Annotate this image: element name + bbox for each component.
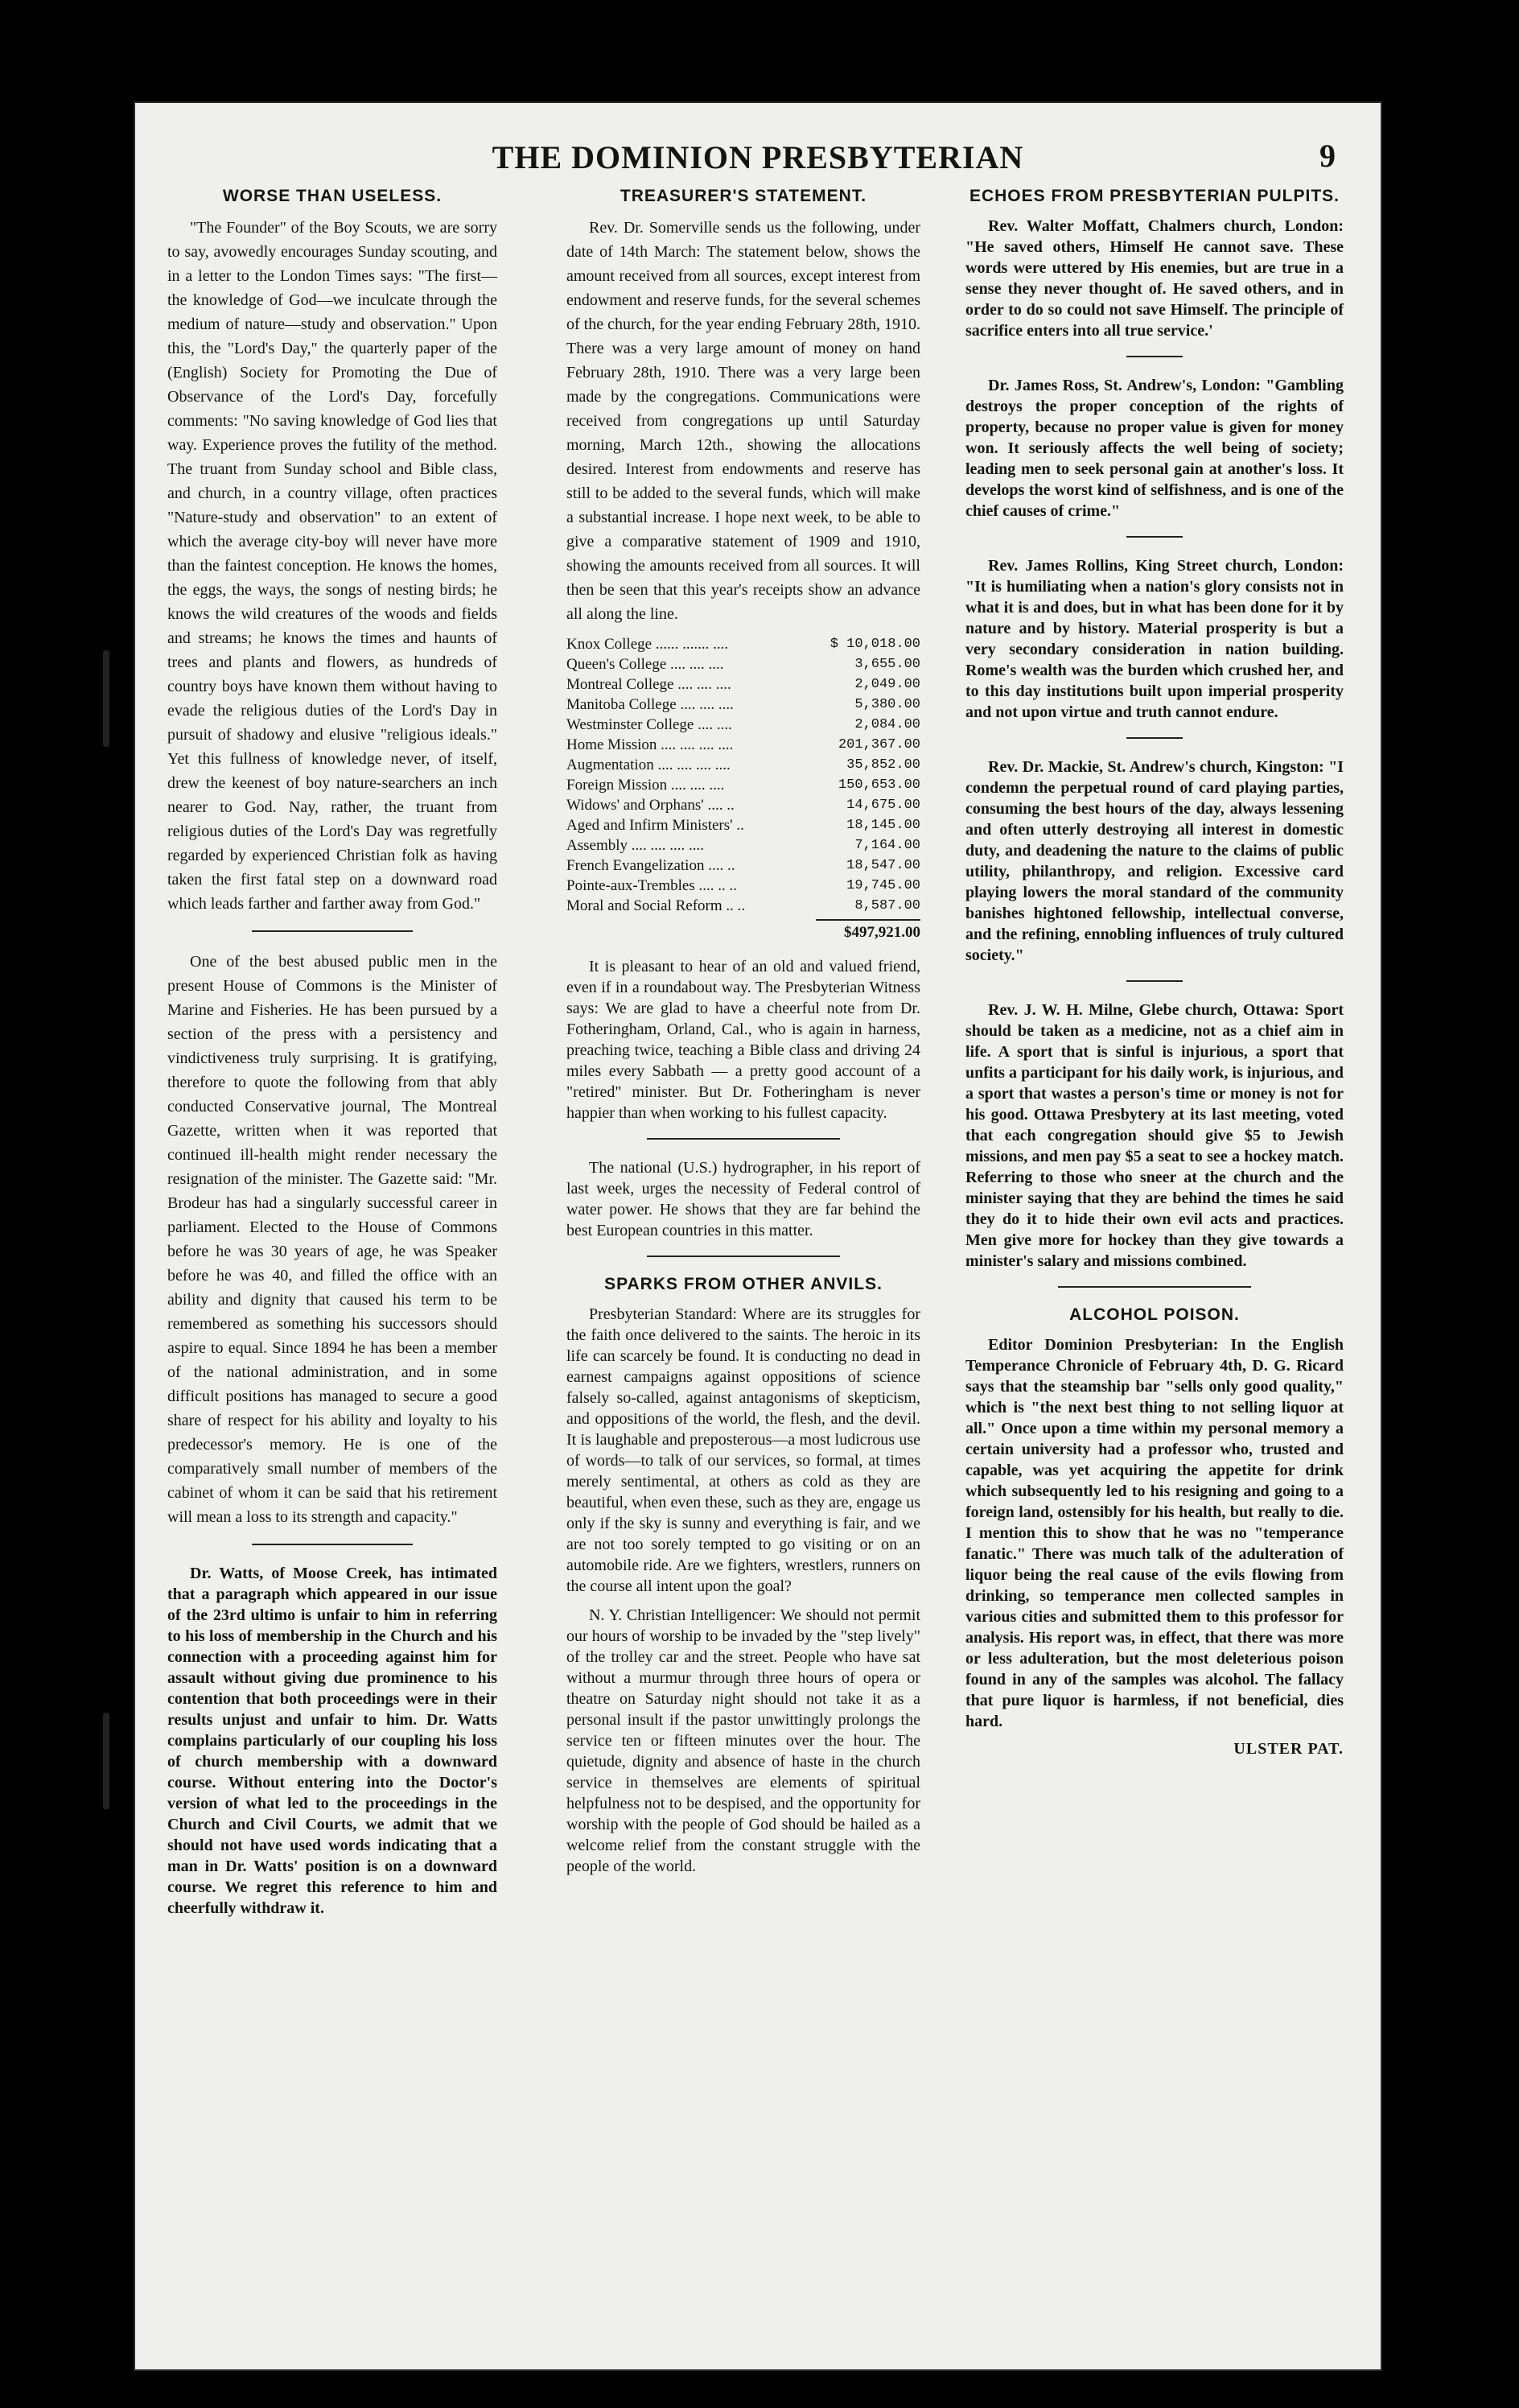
divider [1126, 356, 1183, 357]
ledger-item-amount: 2,049.00 [854, 677, 920, 692]
ledger-row [566, 715, 920, 735]
ledger-item-name: Westminster College .... .... [566, 716, 732, 733]
article-hydrographer: The national (U.S.) hydrographer, in his report of last week, urges the necessity of Federal control of water power. He shows that they are far behind the best European countries in this matter. [566, 1159, 920, 1239]
ledger-row [566, 674, 920, 695]
divider [1126, 980, 1183, 982]
article-milne: Rev. J. W. H. Milne, Glebe church, Ottawa: Sport should be taken as a medicine, not as a chief aim in life. A sport that is sinful is injurious, a sport that unfits a participant for his daily work, is injurious, and a sport that wastes a person's time or money is not for his good. Ottawa Presbytery at its last meeting, voted that each congregation should give $5 to Jewish missions, and men pay $5 a seat to see a hockey match. Referring to those who sneer at the church and the minister saying that they are behind the times he said they do it to hide their own evil acts and practices. Men give more for hockey than they give towards a minister's salary and missions combined. [965, 1001, 1344, 1270]
ledger-item-name: Moral and Social Reform .. .. [566, 897, 746, 914]
masthead: THE DOMINION PRESBYTERIAN [492, 139, 1024, 175]
article-dr-watts: Dr. Watts, of Moose Creek, has intimated that a paragraph which appeared in our issue of the 23rd ultimo is unfair to him in referring to his loss of membership in the Church and his connection with a proceeding against him for assault without giving due prominence to his contention that both proceedings were in their results unjust and unfair to him. Dr. Watts complains particularly of our coupling his loss of church membership with a downward course. Without entering into the Doctor's version of what led to the proceedings in the Church and Civil Courts, we admit that we should not have used words indicating that a man in Dr. Watts' position is on a downward course. We regret this reference to him and cheerfully withdraw it. [167, 1565, 497, 1917]
ledger-total: $497,921.00 [816, 919, 920, 942]
ledger-item-amount: 35,852.00 [846, 757, 920, 773]
ledger-item-amount: 18,547.00 [846, 858, 920, 873]
ledger-item-name: Home Mission .... .... .... .... [566, 736, 734, 753]
ledger-item-amount: 14,675.00 [846, 798, 920, 813]
ledger-table [566, 634, 920, 916]
article-mackie: Rev. Dr. Mackie, St. Andrew's church, Kingston: "I condemn the perpetual round of card playing parties, consuming the best hours of the day, always lessening and often utterly destroying all interest in domestic duty, and deadening the nature to the claims of public utility, philanthropy, and religion. Excessive card playing lowers the moral standard of the community banishes hightoned fellowship, intellectual converse, and the refining, ennobling influences of truly cultured society." [965, 758, 1344, 964]
divider [1126, 737, 1183, 739]
ledger-item-name: Pointe-aux-Trembles .... .. .. [566, 877, 737, 894]
ledger-row [566, 856, 920, 876]
article-ross: Dr. James Ross, St. Andrew's, London: "Gambling destroys the proper conception of the rights of property, because no proper value is given for money won. It seriously affects the well being of society; leading men to seek personal gain at another's loss. It develops the worst kind of selfishness, and is one of the chief causes of crime." [965, 377, 1344, 520]
article-christian-intelligencer: N. Y. Christian Intelligencer: We should not permit our hours of worship to be invaded by the "step lively" of the trolley car and the street. People who have sat without a murmur through three hours of opera or theatre on Saturday night should not take it as a personal insult if the pastor unwittingly prolongs the service ten or fifteen minutes over the hour. The quietude, dignity and absence of haste in the church service in themselves are elements of spiritual helpfulness not to be despised, and the opportunity for worship with the people of God should be hailed as a welcome relief from the constant struggle with the people of the world. [566, 1606, 920, 1875]
ledger-row [566, 775, 920, 795]
heading-worse-than-useless: WORSE THAN USELESS. [222, 187, 443, 205]
ledger-item-name: Aged and Infirm Ministers' .. [566, 817, 744, 834]
article-fotheringham: It is pleasant to hear of an old and valued friend, even if in a roundabout way. The Presbyterian Witness says: We are glad to have a cheerful note from Dr. Fotheringham, Orland, Cal., who is again in harness, preaching twice, teaching a Bible class and driving 24 miles every Sabbath — a pretty good account of a "retired" minister. But Dr. Fotheringham is never happier than when working to his fullest capacity. [566, 958, 920, 1122]
heading-alcohol-poison: ALCOHOL POISON. [1069, 1305, 1240, 1324]
ledger-row [566, 755, 920, 775]
ledger-item-amount: 7,164.00 [854, 838, 920, 853]
column-right [965, 187, 1344, 1759]
ledger-item-name: Widows' and Orphans' .... .. [566, 797, 735, 814]
ledger-item-amount: 19,745.00 [846, 878, 920, 893]
ledger-item-amount: 18,145.00 [846, 818, 920, 833]
column-middle [566, 187, 920, 1885]
newspaper-page [135, 103, 1381, 2369]
ledger-row [566, 695, 920, 715]
article-alcohol-poison: Editor Dominion Presbyterian: In the English Temperance Chronicle of February 4th, D. G. Ricard says that the steamship bar "sells only good quality," which is "the next best thing to not selling liquor at all." Once upon a time within my personal memory a certain university had a professor who, trusted and capable, was yet acquiring the appetite for drink which subsequently led to his resigning and going to a foreign land, ostensibly for his health, but really to die. I mention this to show that he was no "temperance fanatic." There was much talk of the adulteration of liquor being the real cause of the evils flowing from drinking, so temperance men collected samples in various cities and submitted them to this professor for analysis. His report was, in effect, that there was more or less adulteration, but the most deleterious poison found in any of the samples was alcohol. The fallacy that pure liquor is harmless, if not beneficial, dies hard. [965, 1336, 1344, 1730]
ledger-item-amount: 201,367.00 [838, 737, 920, 752]
ledger-item-amount: 8,587.00 [854, 898, 920, 913]
heading-treasurers-statement: TREASURER'S STATEMENT. [620, 187, 867, 205]
column-left [167, 187, 497, 1927]
ledger-row [566, 654, 920, 674]
ledger-item-name: Foreign Mission .... .... .... [566, 777, 725, 794]
ledger-item-amount: 5,380.00 [854, 697, 920, 712]
ledger-item-name: Queen's College .... .... .... [566, 656, 724, 673]
ledger-item-name: Augmentation .... .... .... .... [566, 757, 731, 773]
ledger-item-amount: 150,653.00 [838, 777, 920, 793]
ledger-row [566, 896, 920, 916]
ledger-row [566, 835, 920, 856]
divider [647, 1256, 840, 1257]
ledger-row [566, 876, 920, 896]
divider [252, 930, 413, 932]
ledger-item-name: Knox College ...... ....... .... [566, 636, 729, 653]
article-presbyterian-standard: Presbyterian Standard: Where are its struggles for the faith once delivered to the saints. The heroic in its life can scarcely be found. It is conducting no dead in earnest campaigns against oppositions of science falsely so-called, against antagonisms of skepticism, and oppositions of the world, the flesh, and the devil. It is laughable and preposterous—a most ludicrous use of words—to talk of our services, so formal, at times merely sentimental, at others as cold as they are beautiful, when even these, such as they are, engage us only if the sky is sunny and everything is fair, and we are not too sorely tempted to go visiting or on an automobile ride. Are we fighters, wrestlers, runners on the course all intent upon the goal? [566, 1305, 920, 1595]
ledger-row [566, 634, 920, 654]
ledger-row [566, 735, 920, 755]
page-number: 9 [1319, 138, 1336, 174]
article-rollins: Rev. James Rollins, King Street church, London: "It is humiliating when a nation's glory consists not in what it is and does, but in what has been done for it by nature and by history. Material prosperity is but a very secondary consideration in nation building. Rome's wealth was the burden which crushed her, and to this day institutions built upon imperial prosperity and not upon virtue and truth cannot endure. [965, 557, 1344, 721]
binding-clip [103, 1713, 109, 1809]
divider [1126, 536, 1183, 538]
ledger-item-name: Assembly .... .... .... .... [566, 837, 704, 854]
article-minister-marine: One of the best abused public men in the present House of Commons is the Minister of Marine and Fisheries. He has been pursued by a section of the press with a persistency and vindictiveness truly surprising. It is gratifying, therefore to quote the following from that ably conducted Conservative journal, The Montreal Gazette, written when it was reported that continued ill-health might render necessary the resignation of the minister. The Gazette said: "Mr. Brodeur has had a singularly successful career in parliament. Elected to the House of Commons before he was 30 years of age, he was Speaker before he was 40, and filled the office with an ability and dignity that caused his term to be remembered as something his successors should aspire to equal. Since 1894 he has been a member of the national administration, and in some difficult positions has managed to secure a good share of respect for his ability and loyalty to his predecessor's memory. He is one of the comparatively small number of members of the cabinet of whom it can be said that his retirement will mean a loss to its strength and capacity." [167, 953, 497, 1526]
ledger-item-name: Manitoba College .... .... .... [566, 696, 734, 713]
heading-sparks-from-other-anvils: SPARKS FROM OTHER ANVILS. [604, 1275, 883, 1293]
binding-clip [103, 650, 109, 747]
heading-echoes-from-pulpits: ECHOES FROM PRESBYTERIAN PULPITS. [969, 187, 1340, 205]
ledger-item-amount: 2,084.00 [854, 717, 920, 732]
divider [647, 1138, 840, 1140]
ledger-item-amount: $ 10,018.00 [829, 637, 920, 652]
signature: ULSTER PAT. [1233, 1740, 1344, 1758]
ledger-item-name: Montreal College .... .... .... [566, 676, 731, 693]
ledger-row [566, 795, 920, 815]
article-boy-scouts: "The Founder" of the Boy Scouts, we are sorry to say, avowedly encourages Sunday scouting, and in a letter to the London Times says: "The first—the knowledge of God—we inculcate through the medium of nature—study and observation." Upon this, the "Lord's Day," the quarterly paper of the (English) Society for Promoting the Due of Observance of the Lord's Day, forcefully comments: "No saving knowledge of God lies that way. Experience proves the futility of the method. The truant from Sunday school and Bible class, and church, in a country village, often practices "Nature-study and observation" to an extent of which the average city-boy will never have more than the faintest conception. He knows the homes, the eggs, the ways, the songs of nesting birds; he knows the wild creatures of the woods and fields and streams; he knows the times and haunts of trees and plants and flowers, as hundreds of country boys have known them without having to evade the religious duties of the Lord's Day in pursuit of shadowy and elusive "religious ideals." Yet this fullness of knowledge never, of itself, drew the keenest of boy nature-searchers an inch nearer to God. Nay, rather, the truant from religious duties of the Lord's Day was regretfully regarded by experienced Christian folk as having taken the first fatal step on a downward road which leads farther and farther away from God." [167, 219, 497, 913]
ledger-row [566, 815, 920, 835]
article-moffatt: Rev. Walter Moffatt, Chalmers church, London: "He saved others, Himself He cannot save. These words were uttered by His enemies, but are true in a sense they never thought of. He saved others, and in order to do so could not save Himself. The principle of sacrifice enters into all true service.' [965, 217, 1344, 340]
article-treasurer: Rev. Dr. Somerville sends us the following, under date of 14th March: The statement below, shows the amount received from all sources, except interest from endowment and reserve funds, for the several schemes of the church, for the year ending February 28th, 1910. There was a very large amount of money on hand February 28th, 1910. There was a very large been made by the congregations. Communications were received from congregations up until Saturday morning, March 12th., showing the allocations desired. Interest from endowments and reserve has still to be added to the several funds, which will make a substantial increase. I hope next week, to be able to give a comparative statement of 1909 and 1910, showing the amounts received from all sources. It will then be seen that this year's receipts show an advance all along the line. [566, 219, 920, 623]
ledger-item-name: French Evangelization .... .. [566, 857, 735, 874]
ledger-item-amount: 3,655.00 [854, 657, 920, 672]
divider [252, 1544, 413, 1545]
divider [1058, 1286, 1251, 1288]
